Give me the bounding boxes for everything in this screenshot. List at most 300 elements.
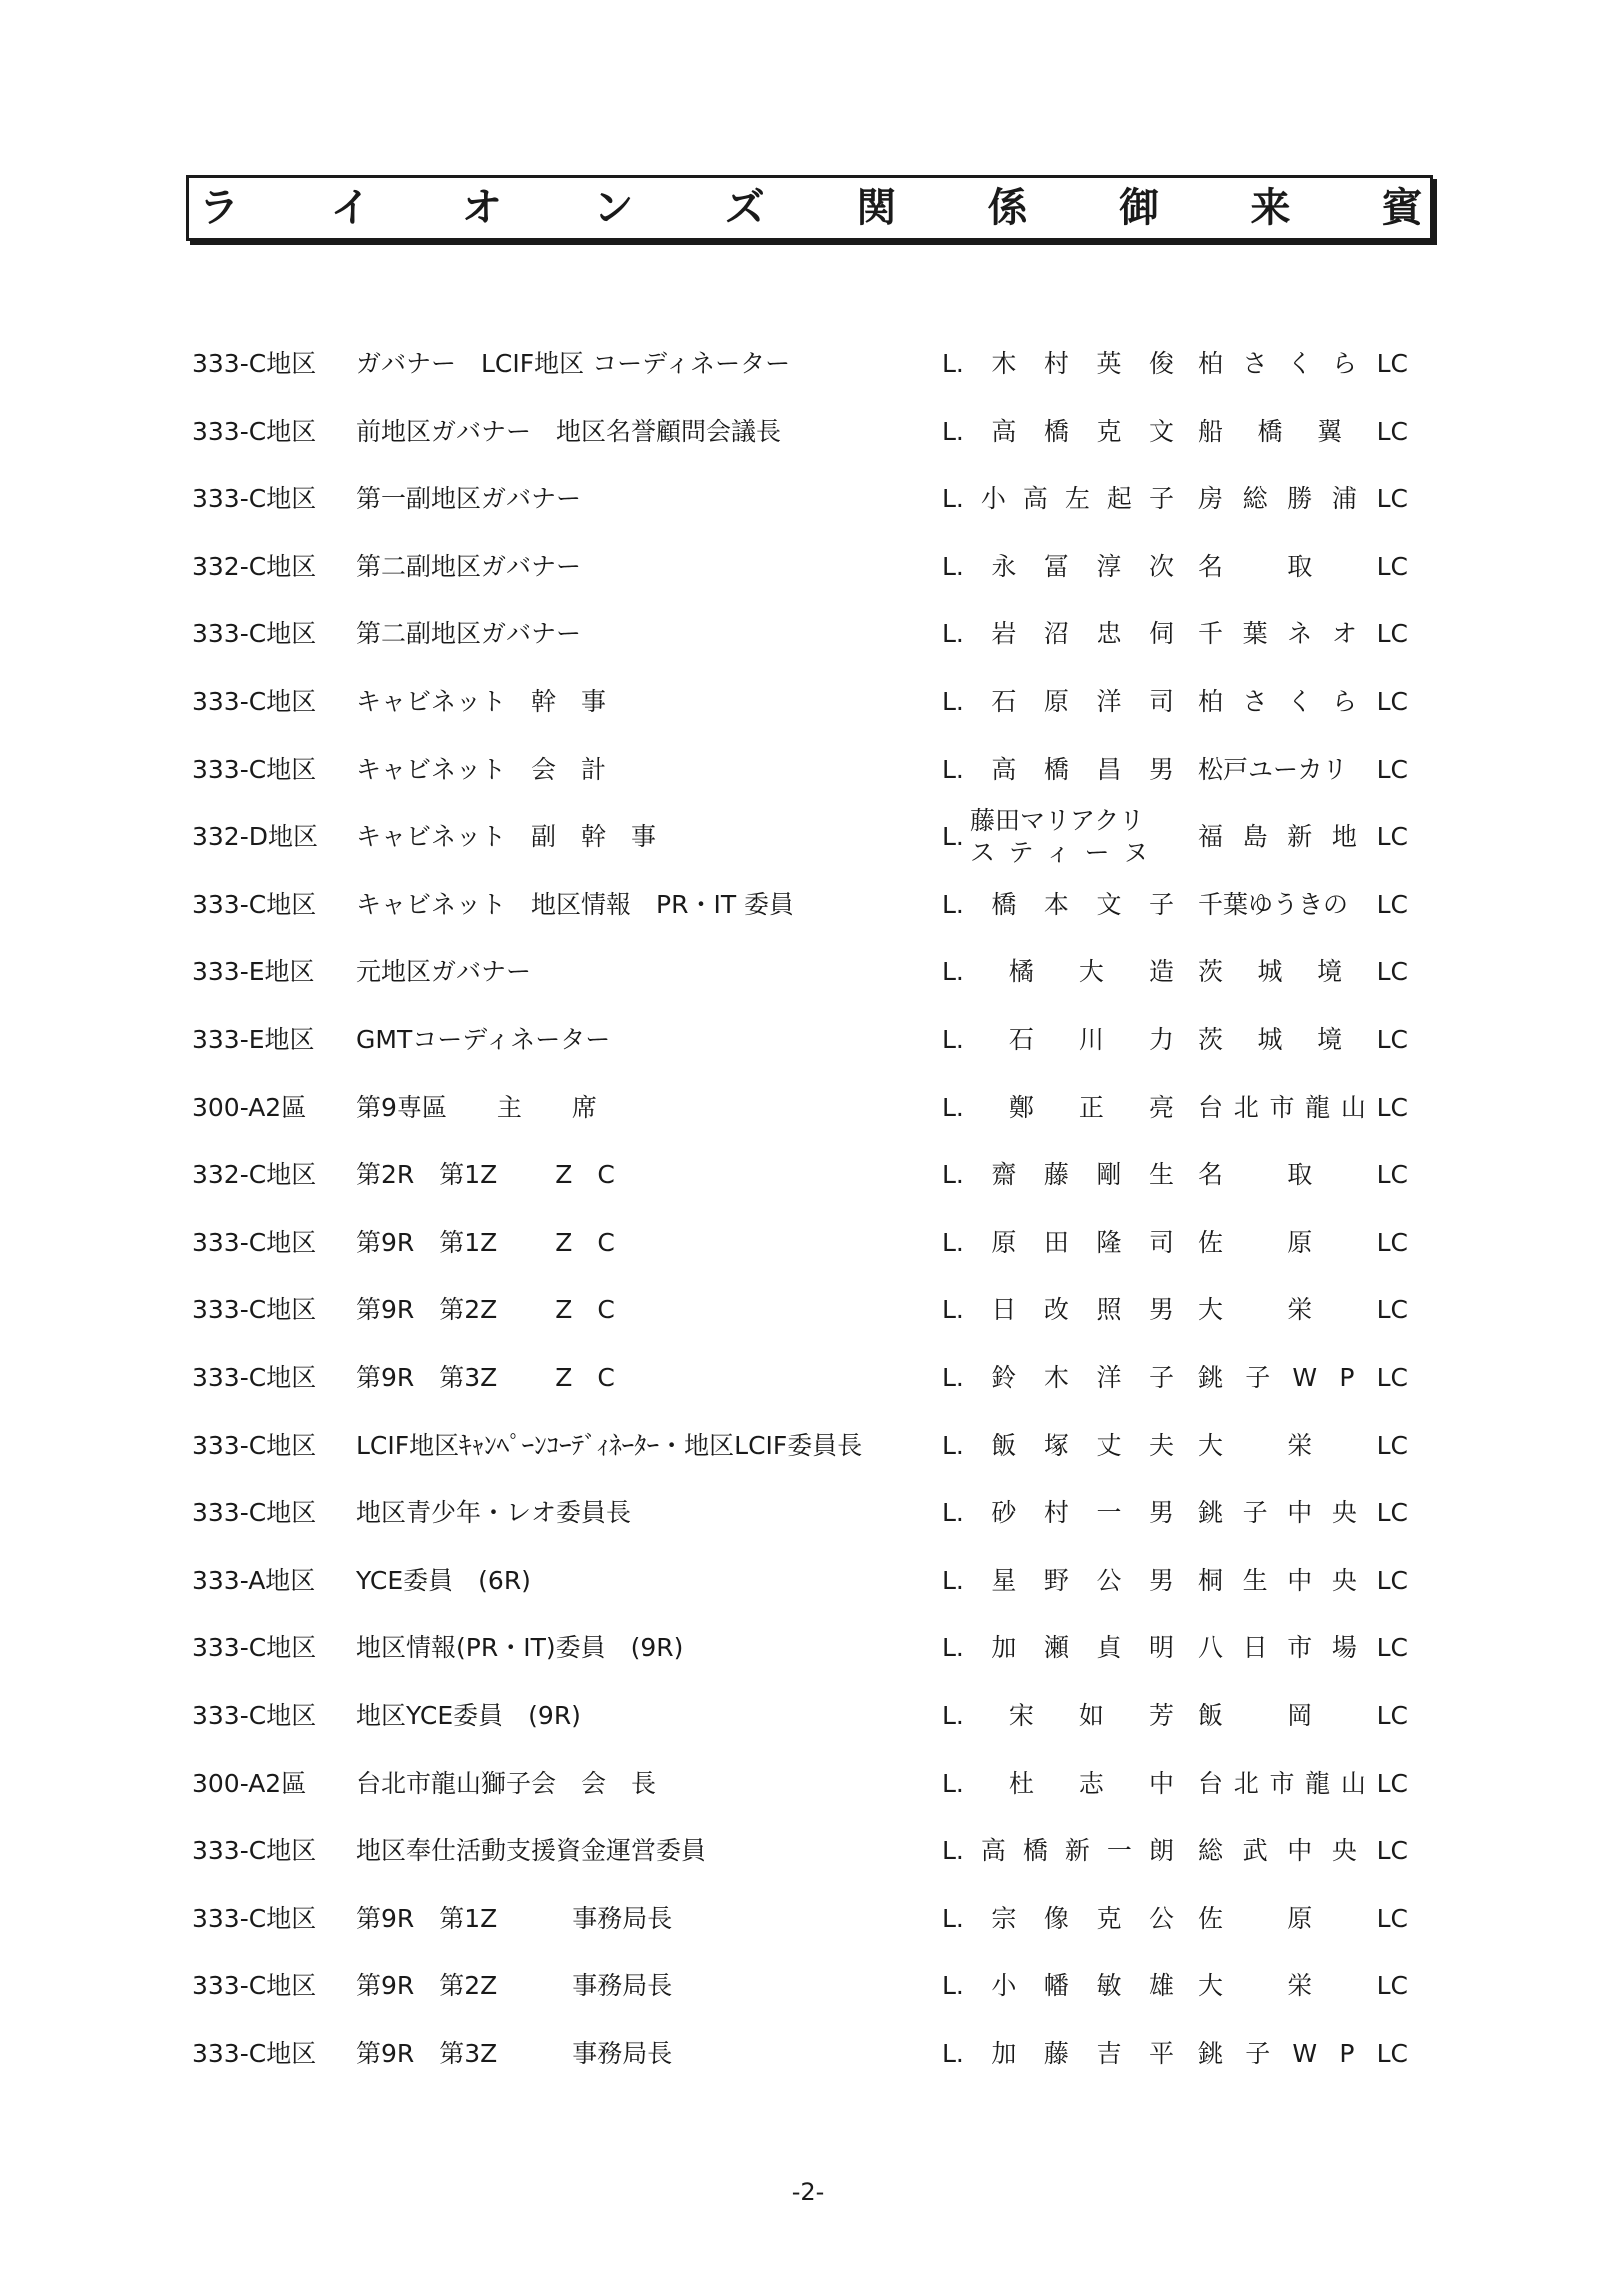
name-char: L.: [942, 1160, 964, 1189]
name-char: 忠: [1096, 619, 1122, 648]
club-cell: [1198, 1624, 1408, 1672]
name-char: 村: [1043, 349, 1069, 378]
name-char: 淳: [1096, 552, 1122, 581]
name-char: 高: [980, 1836, 1006, 1865]
name-char: 大: [1078, 957, 1104, 986]
name-char: 高: [1022, 484, 1048, 513]
table-row: [0, 1016, 1616, 1064]
name-cell: [942, 1084, 1174, 1132]
club-char: 大: [1198, 1971, 1224, 2000]
club-char: 台: [1198, 1093, 1224, 1122]
club-char: 房: [1198, 484, 1224, 513]
name-char: 像: [1043, 1904, 1069, 1933]
district-cell: 300-A2區: [192, 1093, 307, 1122]
name-cell: [942, 1016, 1174, 1064]
club-char: LC: [1376, 1160, 1408, 1189]
name-char: 橋: [991, 890, 1017, 919]
name-char: 橘: [1008, 957, 1034, 986]
name-char: 洋: [1096, 687, 1122, 716]
name-char: L.: [942, 755, 964, 784]
role-cell: キャビネット 地区情報 PR・IT 委員: [356, 890, 795, 919]
district-cell: 333-C地区: [192, 349, 317, 378]
club-cell: [1198, 1557, 1408, 1605]
club-char: LC: [1376, 2039, 1408, 2068]
club-char: W: [1292, 1363, 1318, 1392]
name-char: 隆: [1096, 1228, 1122, 1257]
club-char: 中: [1287, 1498, 1313, 1527]
name-char: L.: [942, 417, 964, 446]
district-cell: 332-C地区: [192, 552, 317, 581]
club-char: LC: [1376, 1904, 1408, 1933]
page-number: -2-: [791, 2178, 825, 2206]
club-char: 子: [1242, 1498, 1268, 1527]
name-char: 鈴: [991, 1363, 1017, 1392]
club-char: 栄: [1287, 1971, 1313, 2000]
name-char: 石: [991, 687, 1017, 716]
role-cell: キャビネット 幹 事: [356, 687, 607, 716]
name-char: L.: [942, 1971, 964, 2000]
club-char: P: [1339, 1363, 1355, 1392]
club-char: 総: [1242, 484, 1268, 513]
club-char: 中: [1287, 1566, 1313, 1595]
club-char: オ: [1331, 619, 1357, 648]
name-cell: [942, 340, 1174, 388]
club-char: 原: [1287, 1904, 1313, 1933]
name-char: 司: [1148, 1228, 1174, 1257]
district-cell: 333-C地区: [192, 1904, 317, 1933]
role-cell: GMTコーディネーター: [356, 1025, 611, 1054]
table-row: [0, 806, 1616, 867]
club-char: 市: [1269, 1769, 1295, 1798]
title-char: 御: [1119, 185, 1160, 231]
role-cell: YCE委員 (6R): [356, 1566, 531, 1595]
title-char: ズ: [724, 185, 765, 231]
name-char: 幡: [1043, 1971, 1069, 2000]
name-char: L.: [942, 1431, 964, 1460]
name-char: L.: [942, 1769, 964, 1798]
name-cell: [942, 1219, 1174, 1267]
club-char: 子: [1245, 2039, 1271, 2068]
name-char: 飯: [991, 1431, 1017, 1460]
district-cell: 333-C地区: [192, 687, 317, 716]
club-char: 銚: [1198, 1363, 1224, 1392]
name-char: 橋: [1043, 417, 1069, 446]
district-cell: 333-C地区: [192, 755, 317, 784]
name-char: L.: [942, 890, 964, 919]
name-char: 鄭: [1008, 1093, 1034, 1122]
name-cell: [942, 1624, 1174, 1672]
club-char: LC: [1376, 1498, 1408, 1527]
name-char: 中: [1148, 1769, 1174, 1798]
district-cell: 333-E地区: [192, 1025, 315, 1054]
role-cell: 地区YCE委員 (9R): [356, 1701, 581, 1730]
name-line: スティーヌ: [970, 838, 1163, 867]
club-cell: [1198, 948, 1408, 996]
club-char: ら: [1331, 687, 1357, 716]
club-char: LC: [1376, 1363, 1408, 1392]
name-char: 正: [1078, 1093, 1104, 1122]
name-cell: [942, 1286, 1174, 1334]
name-char: 伺: [1148, 619, 1174, 648]
name-char: L.: [942, 552, 964, 581]
name-char: 加: [991, 1633, 1017, 1662]
name-char: 原: [1043, 687, 1069, 716]
role-cell: 台北市龍山獅子会 会 長: [356, 1769, 657, 1798]
club-char: 茨: [1198, 957, 1224, 986]
title-box: [186, 175, 1433, 241]
club-char: 福: [1198, 822, 1224, 851]
club-cell: [1198, 1354, 1408, 1402]
name-char: 沼: [1043, 619, 1069, 648]
club-char: LC: [1376, 755, 1408, 784]
name-char: 冨: [1043, 552, 1069, 581]
title-char: オ: [461, 185, 502, 231]
club-char: 名: [1198, 1160, 1224, 1189]
name-char: L.: [942, 1701, 964, 1730]
name-char: 照: [1096, 1295, 1122, 1324]
district-cell: 332-D地区: [192, 822, 318, 851]
club-char: 龍: [1305, 1093, 1331, 1122]
name-char: 公: [1148, 1904, 1174, 1933]
club-cell: [1198, 1827, 1408, 1875]
club-char: 柏: [1198, 687, 1224, 716]
name-char: 夫: [1148, 1431, 1174, 1460]
name-char: 明: [1148, 1633, 1174, 1662]
name-char: 貞: [1096, 1633, 1122, 1662]
club-char: 茨: [1198, 1025, 1224, 1054]
name-char: 英: [1096, 349, 1122, 378]
name-char: 司: [1148, 687, 1174, 716]
name-char: 吉: [1096, 2039, 1122, 2068]
club-char: 大: [1198, 1295, 1224, 1324]
club-char: 大: [1198, 1431, 1224, 1460]
table-row: [0, 948, 1616, 996]
district-cell: 332-C地区: [192, 1160, 317, 1189]
club-char: LC: [1376, 1701, 1408, 1730]
name-char: L.: [942, 484, 964, 513]
club-cell: [1198, 881, 1408, 929]
name-char: L.: [942, 1566, 964, 1595]
name-cell: [942, 1895, 1174, 1943]
district-cell: 333-C地区: [192, 1836, 317, 1865]
name-char: L.: [942, 687, 964, 716]
club-cell: [1198, 1151, 1408, 1199]
name-char: L.: [942, 1295, 964, 1324]
name-char: L.: [942, 1228, 964, 1257]
club-char: 中: [1287, 1836, 1313, 1865]
club-char: 飯: [1198, 1701, 1224, 1730]
club-cell: [1198, 813, 1408, 861]
club-char: LC: [1376, 1633, 1408, 1662]
club-char: LC: [1376, 890, 1408, 919]
name-char: L.: [942, 1836, 964, 1865]
table-row: [0, 1084, 1616, 1132]
club-char: 銚: [1198, 1498, 1224, 1527]
role-cell: 地区情報(PR・IT)委員 (9R): [356, 1633, 684, 1662]
table-row: [0, 1422, 1616, 1470]
district-cell: 333-C地区: [192, 417, 317, 446]
name-cell: [942, 1354, 1174, 1402]
name-char: 起: [1106, 484, 1132, 513]
club-char: 翼: [1317, 417, 1343, 446]
name-char: 文: [1096, 890, 1122, 919]
name-char: 洋: [1096, 1363, 1122, 1392]
name-char: 力: [1148, 1025, 1174, 1054]
table-row: [0, 1760, 1616, 1808]
name-char: 公: [1096, 1566, 1122, 1595]
club-char: 葉: [1242, 619, 1268, 648]
club-char: 武: [1242, 1836, 1268, 1865]
table-row: [0, 1557, 1616, 1605]
club-cell: [1198, 1489, 1408, 1537]
role-cell: 元地区ガバナー: [356, 957, 532, 986]
club-char: LC: [1376, 484, 1408, 513]
club-char: 境: [1317, 957, 1343, 986]
name-char: L.: [942, 1498, 964, 1527]
district-cell: 333-C地区: [192, 619, 317, 648]
club-cell: [1198, 746, 1408, 794]
title-char: ン: [593, 185, 634, 231]
club-char: 栄: [1287, 1431, 1313, 1460]
role-cell: 第9R 第3Z Z C: [356, 1363, 615, 1392]
table-row: [0, 340, 1616, 388]
name-char: 日: [991, 1295, 1017, 1324]
name-char: 芳: [1148, 1701, 1174, 1730]
club-char: 佐: [1198, 1904, 1224, 1933]
club-cell: [1198, 678, 1408, 726]
name-cell: [942, 475, 1174, 523]
name-char: 男: [1148, 1295, 1174, 1324]
name-char: 高: [991, 755, 1017, 784]
club-cell: [1198, 1895, 1408, 1943]
club-char: 橋: [1257, 417, 1283, 446]
name-char: 野: [1043, 1566, 1069, 1595]
name-char: 藤: [1043, 1160, 1069, 1189]
name-cell: [942, 746, 1174, 794]
club-char: 境: [1317, 1025, 1343, 1054]
table-row: [0, 475, 1616, 523]
role-cell: 第一副地区ガバナー: [356, 484, 582, 513]
role-cell: 地区奉仕活動支援資金運営委員: [356, 1836, 707, 1865]
club-char: 場: [1331, 1633, 1357, 1662]
club-char: P: [1339, 2039, 1355, 2068]
club-char: 台: [1198, 1769, 1224, 1798]
name-char: 齋: [991, 1160, 1017, 1189]
name-char: 木: [1043, 1363, 1069, 1392]
club-char: LC: [1376, 687, 1408, 716]
name-char: 村: [1043, 1498, 1069, 1527]
name-char: L.: [942, 1633, 964, 1662]
name-char: 橋: [1022, 1836, 1048, 1865]
club-char: 城: [1257, 1025, 1283, 1054]
club-cell: [1198, 610, 1408, 658]
name-char: 川: [1078, 1025, 1104, 1054]
club-char: 北: [1233, 1093, 1259, 1122]
club-char: 島: [1242, 822, 1268, 851]
name-char: 生: [1148, 1160, 1174, 1189]
table-row: [0, 1692, 1616, 1740]
name-cell: [942, 1151, 1174, 1199]
club-char: 佐: [1198, 1228, 1224, 1257]
table-row: [0, 1286, 1616, 1334]
club-char: LC: [1376, 619, 1408, 648]
district-cell: 333-C地区: [192, 1701, 317, 1730]
district-cell: 333-E地区: [192, 957, 315, 986]
role-cell: LCIF地区ｷｬﾝﾍﾟｰﾝｺｰﾃﾞｨﾈｰﾀｰ・地区LCIF委員長: [356, 1431, 863, 1460]
role-cell: 前地区ガバナー 地区名誉顧問会議長: [356, 417, 782, 446]
district-cell: 333-C地区: [192, 1228, 317, 1257]
name-cell: [942, 2030, 1174, 2078]
club-cell: [1198, 2030, 1408, 2078]
club-char: 八: [1198, 1633, 1224, 1662]
name-prefix: L.: [942, 822, 964, 851]
name-char: 文: [1148, 417, 1174, 446]
club-char: ネ: [1287, 619, 1313, 648]
club-char: W: [1292, 2039, 1318, 2068]
role-cell: 第9R 第1Z 事務局長: [356, 1904, 673, 1933]
club-cell: [1198, 1422, 1408, 1470]
name-char: 子: [1148, 1363, 1174, 1392]
club-char: LC: [1376, 1093, 1408, 1122]
name-char: 亮: [1148, 1093, 1174, 1122]
name-char: 子: [1148, 484, 1174, 513]
name-char: 田: [1043, 1228, 1069, 1257]
name-char: 岩: [991, 619, 1017, 648]
club-char: 地: [1331, 822, 1357, 851]
name-line: 藤田マリアクリ: [970, 806, 1145, 835]
table-row: [0, 881, 1616, 929]
name-cell: [942, 1962, 1174, 2010]
district-cell: 333-C地区: [192, 1633, 317, 1662]
name-char: 瀬: [1043, 1633, 1069, 1662]
club-cell: [1198, 1286, 1408, 1334]
name-char: L.: [942, 1363, 964, 1392]
role-cell: 第9専區 主 席: [356, 1093, 597, 1122]
name-char: 原: [991, 1228, 1017, 1257]
name-char: 高: [991, 417, 1017, 446]
name-char: 小: [980, 484, 1006, 513]
club-char: 子: [1245, 1363, 1271, 1392]
name-cell: [942, 1760, 1174, 1808]
name-char: 克: [1096, 1904, 1122, 1933]
name-cell: [942, 543, 1174, 591]
club-char: LC: [1376, 1431, 1408, 1460]
club-char: 松戸ユーカリ: [1198, 755, 1348, 784]
table-row: [0, 1151, 1616, 1199]
name-char: 一: [1096, 1498, 1122, 1527]
name-char: 男: [1148, 1498, 1174, 1527]
name-char: 一: [1106, 1836, 1132, 1865]
club-char: 生: [1242, 1566, 1268, 1595]
club-char: く: [1287, 687, 1313, 716]
club-char: 市: [1287, 1633, 1313, 1662]
district-cell: 333-C地区: [192, 1363, 317, 1392]
name-char: L.: [942, 349, 964, 378]
name-char: 克: [1096, 417, 1122, 446]
district-cell: 300-A2區: [192, 1769, 307, 1798]
name-char: 昌: [1096, 755, 1122, 784]
club-cell: [1198, 543, 1408, 591]
club-char: 原: [1287, 1228, 1313, 1257]
club-char: 銚: [1198, 2039, 1224, 2068]
name-char: L.: [942, 1025, 964, 1054]
club-char: 山: [1340, 1093, 1366, 1122]
club-char: く: [1287, 349, 1313, 378]
club-char: 千葉ゆうきの: [1198, 890, 1349, 919]
name-char: 俊: [1148, 349, 1174, 378]
club-char: 船: [1198, 417, 1224, 446]
club-cell: [1198, 1016, 1408, 1064]
district-cell: 333-C地区: [192, 1295, 317, 1324]
name-char: 砂: [991, 1498, 1017, 1527]
name-char: L.: [942, 2039, 964, 2068]
name-cell: [942, 1557, 1174, 1605]
club-char: 取: [1287, 1160, 1313, 1189]
name-char: 男: [1148, 1566, 1174, 1595]
club-cell: [1198, 340, 1408, 388]
club-cell: [1198, 475, 1408, 523]
name-char: 男: [1148, 755, 1174, 784]
name-char: 如: [1078, 1701, 1104, 1730]
name-cell: [942, 610, 1174, 658]
table-row: [0, 1219, 1616, 1267]
club-char: さ: [1242, 349, 1268, 378]
name-char: 志: [1078, 1769, 1104, 1798]
role-cell: 第二副地区ガバナー: [356, 619, 582, 648]
name-cell: [942, 881, 1174, 929]
table-row: [0, 1962, 1616, 2010]
club-char: 千: [1198, 619, 1224, 648]
district-cell: 333-A地区: [192, 1566, 316, 1595]
name-cell: [942, 948, 1174, 996]
club-char: ら: [1331, 349, 1357, 378]
club-char: 市: [1269, 1093, 1295, 1122]
club-char: 勝: [1287, 484, 1313, 513]
club-char: 龍: [1305, 1769, 1331, 1798]
club-cell: [1198, 1692, 1408, 1740]
title-char: 賓: [1381, 185, 1422, 231]
table-row: [0, 1827, 1616, 1875]
role-cell: 第二副地区ガバナー: [356, 552, 582, 581]
club-char: LC: [1376, 1769, 1408, 1798]
name-char: 加: [991, 2039, 1017, 2068]
district-cell: 333-C地区: [192, 1498, 317, 1527]
name-char: L.: [942, 1093, 964, 1122]
district-cell: 333-C地区: [192, 890, 317, 919]
name-char: 星: [991, 1566, 1017, 1595]
club-char: 日: [1242, 1633, 1268, 1662]
name-char: L.: [942, 1904, 964, 1933]
club-cell: [1198, 1219, 1408, 1267]
club-char: 山: [1340, 1769, 1366, 1798]
name-char: 剛: [1096, 1160, 1122, 1189]
club-char: 央: [1331, 1498, 1357, 1527]
name-char: 杜: [1008, 1769, 1034, 1798]
club-char: 名: [1198, 552, 1224, 581]
name-char: 新: [1064, 1836, 1090, 1865]
role-cell: キャビネット 副 幹 事: [356, 822, 657, 851]
name-char: 木: [991, 349, 1017, 378]
club-char: 取: [1287, 552, 1313, 581]
name-char: 塚: [1043, 1431, 1069, 1460]
club-char: 城: [1257, 957, 1283, 986]
role-cell: 第9R 第2Z 事務局長: [356, 1971, 673, 2000]
name-char: 左: [1064, 484, 1090, 513]
name-cell: [942, 1422, 1174, 1470]
club-char: 央: [1331, 1836, 1357, 1865]
name-cell: [942, 408, 1174, 456]
club-char: LC: [1376, 822, 1408, 851]
